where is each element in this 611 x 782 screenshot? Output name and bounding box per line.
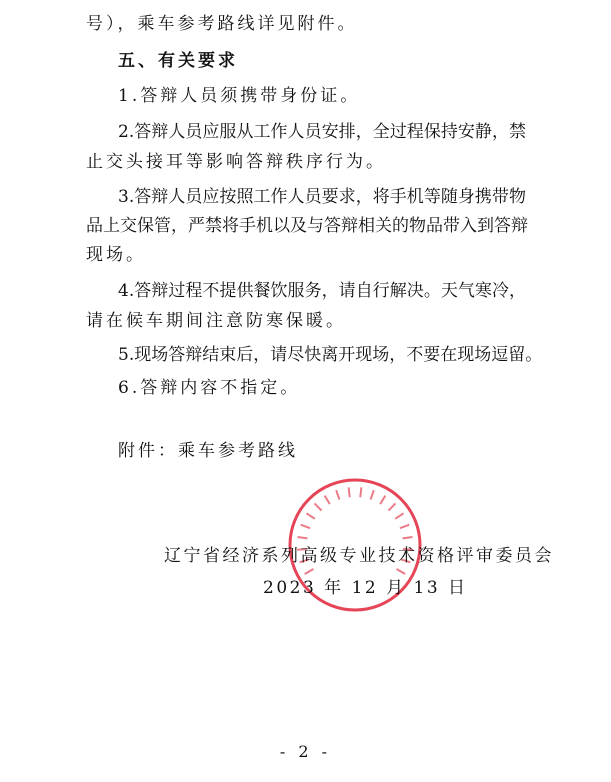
seal-glyph-mark: [315, 503, 322, 510]
seal-glyph-mark: [336, 490, 339, 499]
attachment-note: 附件：乘车参考路线: [118, 441, 298, 461]
requirement-item-2-cont: 止交头接耳等影响答辩秩序行为。: [86, 152, 386, 172]
requirement-item-3-cont: 品上交保管，严禁将手机以及与答辩相关的物品带入到答辩: [86, 216, 528, 236]
requirement-item-4: 4.答辩过程不提供餐饮服务，请自行解决。天气寒冷，: [118, 281, 526, 301]
paragraph-line: 号），乘车参考路线详见附件。: [86, 14, 358, 34]
requirement-item-1: 1.答辩人员须携带身份证。: [118, 86, 361, 106]
seal-glyph-mark: [403, 537, 413, 538]
seal-glyph-mark: [395, 513, 403, 518]
requirement-item-3-cont2: 现场。: [86, 245, 146, 265]
requirement-item-4-cont: 请在候车期间注意防寒保暖。: [86, 311, 346, 331]
seal-glyph-mark: [349, 487, 350, 497]
committee-name: 辽宁省经济系列高级专业技术资格评审委员会: [164, 546, 554, 566]
seal-glyph-mark: [388, 503, 395, 510]
requirement-item-3: 3.答辩人员应按照工作人员要求，将手机等随身携带物: [118, 187, 526, 207]
seal-glyph-mark: [306, 513, 314, 518]
page-number: - 2 -: [279, 742, 332, 761]
signature-date: 2023 年 12 月 13 日: [263, 578, 468, 598]
seal-glyph-mark: [371, 490, 374, 499]
seal-glyph-mark: [325, 496, 330, 505]
requirement-item-2: 2.答辩人员应服从工作人员安排，全过程保持安静，禁: [118, 122, 526, 142]
seal-glyph-mark: [298, 537, 308, 538]
seal-glyph-mark: [360, 487, 361, 497]
seal-glyph-mark: [400, 525, 409, 529]
requirement-item-6: 6.答辩内容不指定。: [118, 378, 301, 398]
seal-glyph-mark: [380, 496, 385, 505]
seal-glyph-mark: [301, 525, 310, 529]
section-heading: 五、有关要求: [118, 51, 238, 71]
requirement-item-5: 5.现场答辩结束后，请尽快离开现场，不要在现场逗留。: [118, 345, 543, 365]
